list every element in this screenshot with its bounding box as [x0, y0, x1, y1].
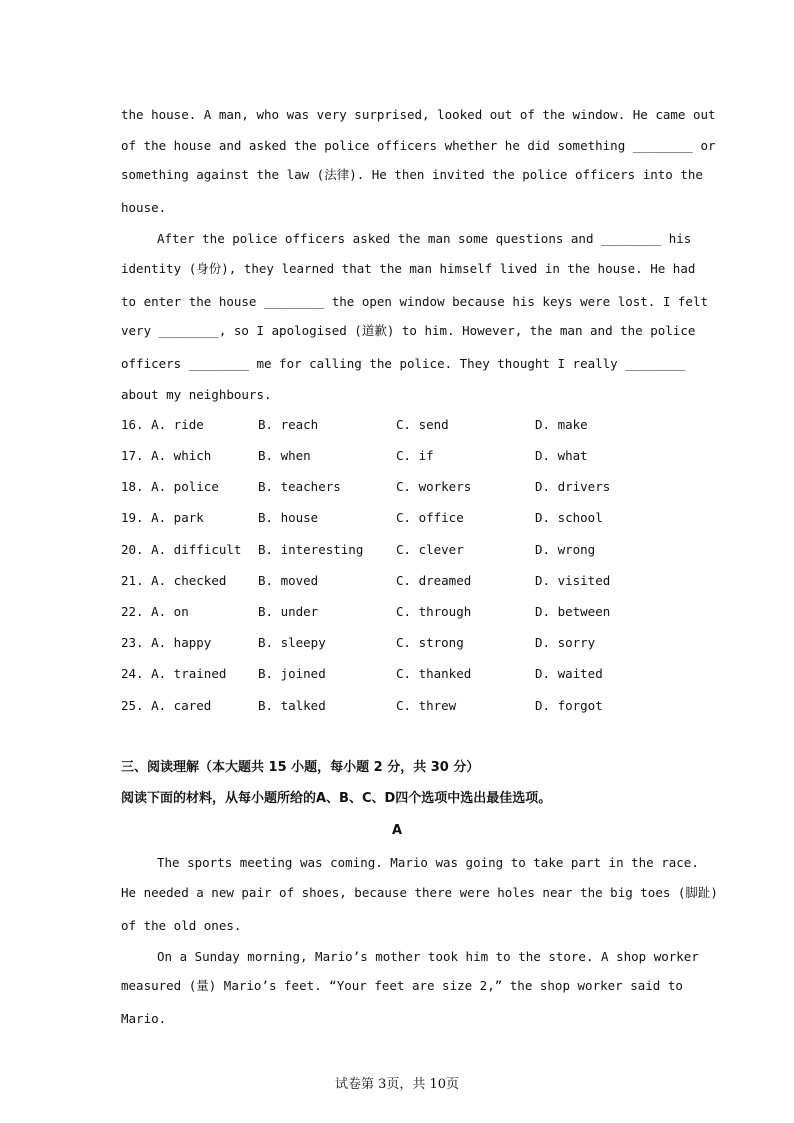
option-c: C. thanked — [396, 666, 472, 681]
question-number: 18. — [121, 479, 144, 494]
passage-line: identity (身份), they learned that the man himself lived in the house. He had — [121, 261, 696, 276]
option-c: C. clever — [396, 542, 464, 557]
option-c: C. send — [396, 417, 449, 432]
option-b: B. reach — [258, 417, 319, 432]
passage-line: the house. A man, who was very surprised, looked out of the window. He came out — [121, 107, 716, 122]
option-a-text: A. police — [151, 479, 219, 494]
option-a-text: A. ride — [151, 417, 204, 432]
option-d: D. between — [535, 604, 611, 619]
option-c: C. threw — [396, 698, 457, 713]
option-b: B. house — [258, 510, 319, 525]
passage-line: Mario. — [121, 1011, 167, 1026]
option-b: B. when — [258, 448, 311, 463]
option-d: D. visited — [535, 573, 611, 588]
section-heading: 三、阅读理解（本大题共 15 小题，每小题 2 分，共 30 分） — [121, 760, 480, 775]
question-number: 24. — [121, 666, 144, 681]
option-a — [121, 510, 204, 526]
option-a-text: A. happy — [151, 635, 212, 650]
option-b: B. teachers — [258, 479, 341, 494]
option-a — [121, 479, 219, 495]
passage-line: officers ________ me for calling the police. They thought I really ________ — [121, 356, 686, 371]
question-number: 25. — [121, 698, 144, 713]
passage-line: very ________, so I apologised (道歉) to him. However, the man and the police — [121, 323, 696, 338]
passage-line: He needed a new pair of shoes, because there were holes near the big toes (脚趾) — [121, 885, 718, 900]
passage-line: about my neighbours. — [121, 387, 272, 402]
passage-line: house. — [121, 200, 167, 215]
option-a-text: A. which — [151, 448, 212, 463]
question-number: 22. — [121, 604, 144, 619]
option-c: C. workers — [396, 479, 472, 494]
question-number: 17. — [121, 448, 144, 463]
page-footer: 试卷第 3页，共 10页 — [334, 1077, 460, 1092]
option-d: D. waited — [535, 666, 603, 681]
option-c: C. through — [396, 604, 472, 619]
option-d: D. what — [535, 448, 588, 463]
passage-line: something against the law (法律). He then invited the police officers into the — [121, 167, 703, 182]
option-a-text: A. trained — [151, 666, 227, 681]
option-a-text: A. park — [151, 510, 204, 525]
option-a-text: A. difficult — [151, 542, 242, 557]
option-c: C. strong — [396, 635, 464, 650]
option-b: B. sleepy — [258, 635, 326, 650]
option-a — [121, 604, 189, 620]
option-c: C. dreamed — [396, 573, 472, 588]
passage-line: On a Sunday morning, Mario’s mother took him to the store. A shop worker — [157, 949, 699, 964]
option-a-text: A. checked — [151, 573, 227, 588]
option-d: D. make — [535, 417, 588, 432]
option-a — [121, 542, 241, 558]
option-b: B. talked — [258, 698, 326, 713]
option-a — [121, 635, 211, 651]
option-a-text: A. on — [151, 604, 189, 619]
question-number: 20. — [121, 542, 144, 557]
option-d: D. drivers — [535, 479, 611, 494]
passage-line: The sports meeting was coming. Mario was going to take part in the race. — [157, 855, 699, 870]
option-a — [121, 573, 226, 589]
option-b: B. under — [258, 604, 319, 619]
option-c: C. office — [396, 510, 464, 525]
option-a-text: A. cared — [151, 698, 212, 713]
passage-line: measured (量) Mario’s feet. “Your feet are size 2,” the shop worker said to — [121, 978, 683, 993]
question-number: 23. — [121, 635, 144, 650]
passage-line: After the police officers asked the man some questions and ________ his — [157, 231, 692, 246]
option-b: B. interesting — [258, 542, 364, 557]
option-d: D. school — [535, 510, 603, 525]
passage-line: to enter the house ________ the open window because his keys were lost. I felt — [121, 294, 708, 309]
option-d: D. sorry — [535, 635, 596, 650]
option-c: C. if — [396, 448, 434, 463]
option-b: B. moved — [258, 573, 319, 588]
option-a — [121, 417, 204, 433]
passage-title: A — [391, 823, 403, 838]
passage-line: of the house and asked the police officers whether he did something ________ or — [121, 138, 716, 153]
passage-line: of the old ones. — [121, 918, 242, 933]
option-a — [121, 698, 211, 714]
option-a — [121, 448, 211, 464]
option-d: D. wrong — [535, 542, 596, 557]
question-number: 19. — [121, 510, 144, 525]
option-d: D. forgot — [535, 698, 603, 713]
option-b: B. joined — [258, 666, 326, 681]
section-instruction: 阅读下面的材料，从每小题所给的A、B、C、D四个选项中选出最佳选项。 — [121, 791, 552, 806]
question-number: 21. — [121, 573, 144, 588]
question-number: 16. — [121, 417, 144, 432]
option-a — [121, 666, 226, 682]
